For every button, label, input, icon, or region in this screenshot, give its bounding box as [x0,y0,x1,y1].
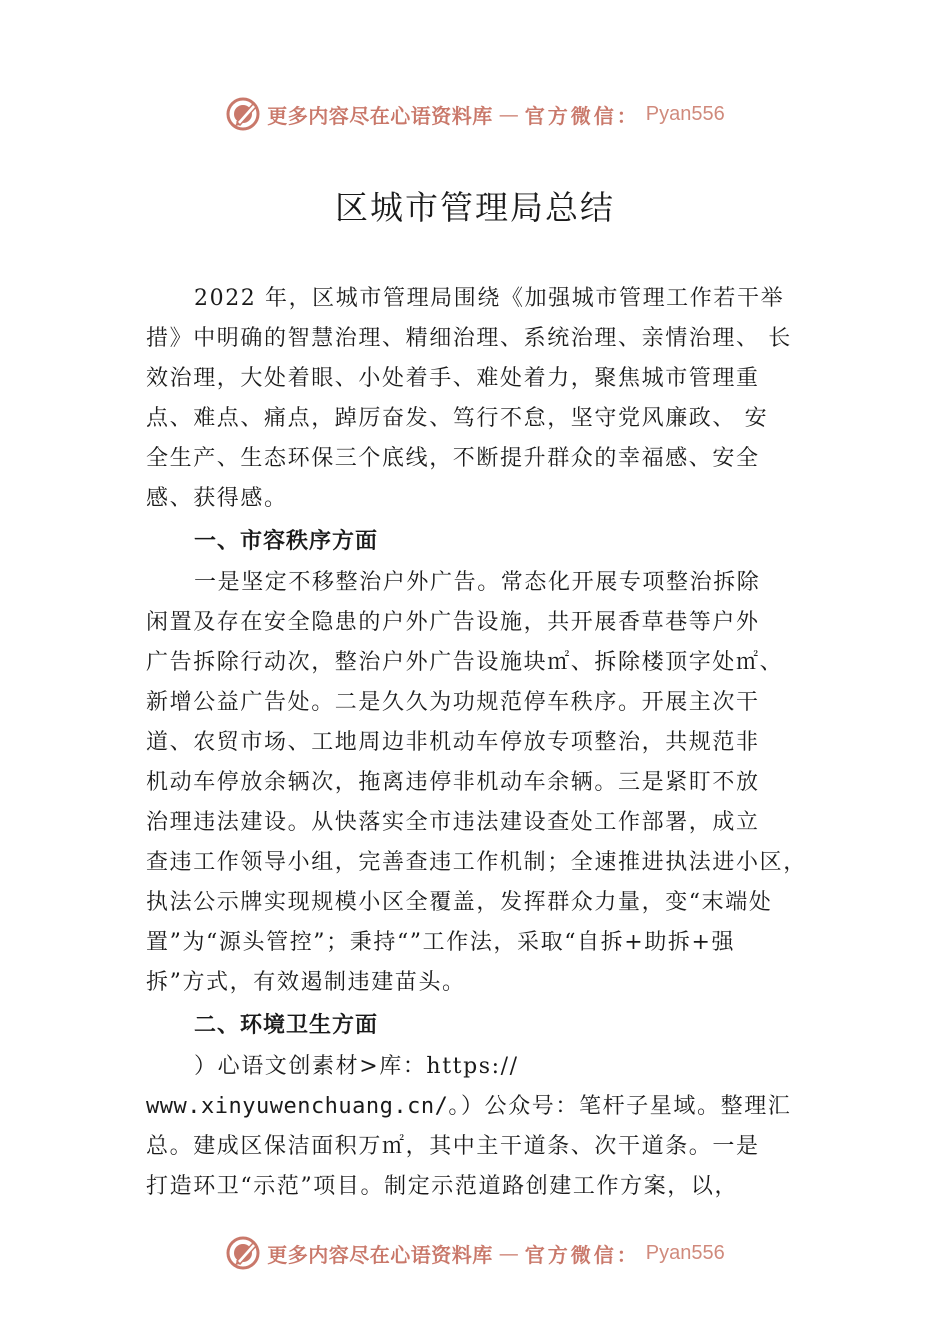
text-line: 打造环卫“示范”项目。制定示范道路创建工作方案，以， [146,1174,739,1199]
document-title: 区城市管理局总结 [335,188,615,227]
text-line: 执法公示牌实现规模小区全覆盖，发挥群众力量，变“末端处 [146,890,773,915]
watermark-separator: — [498,102,519,126]
text-line: 查违工作领导小组，完善查违工作机制；全速推进执法进小区， [146,850,807,875]
text-fragment: 。）公众号：笔杆子星域。整理汇 [448,1094,792,1119]
text-line: 道、农贸市场、工地周边非机动车停放专项整治，共规范非 [146,730,760,755]
text-line: 广告拆除行动次，整治户外广告设施块㎡、拆除楼顶字处㎡、 [146,650,784,675]
text-line: 总。建成区保洁面积万㎡，其中主干道条、次干道条。一是 [146,1134,760,1159]
text-line: 一是坚定不移整治户外广告。常态化开展专项整治拆除 [194,570,761,595]
text-line: 新增公益广告处。二是久久为功规范停车秩序。开展主次干 [146,690,760,715]
city-order-paragraph [146,563,836,1003]
watermark-wechat-label: 官方微信： [524,103,640,128]
document-body [146,279,836,1207]
website-link[interactable]: www.xinyuwenchuang.cn/ [146,1094,449,1119]
intro-paragraph [146,279,836,519]
pen-logo-icon [225,1235,261,1271]
text-line: 机动车停放余辆次，拖离违停非机动车余辆。三是紧盯不放 [146,770,760,795]
section-heading-city-order: 一、市容秩序方面 [194,529,379,554]
text-line: 治理违法建设。从快落实全市违法建设查处工作部署，成立 [146,810,760,835]
text-line: 效治理，大处着眼、小处着手、难处着力，聚焦城市管理重 [146,366,760,391]
section-heading-sanitation: 二、环境卫生方面 [194,1013,379,1038]
text-line: 措》中明确的智慧治理、精细治理、系统治理、亲情治理、 长 [146,326,792,351]
watermark-library-text: 更多内容尽在心语资料库 [267,1242,493,1267]
pen-logo-icon [225,96,261,132]
watermark-wechat-label: 官方微信： [524,1242,640,1267]
watermark-separator: — [498,1241,519,1265]
text-line: 2022 年，区城市管理局围绕《加强城市管理工作若干举 [194,286,785,311]
watermark-library-text: 更多内容尽在心语资料库 [267,103,493,128]
watermark-wechat-handle: Pyan556 [645,102,725,125]
text-line: 闲置及存在安全隐患的户外广告设施，共开展香草巷等户外 [146,610,760,635]
text-line: 点、难点、痛点，踔厉奋发、笃行不怠，坚守党风廉政、 安 [146,406,769,431]
text-line: 置”为“源头管控”；秉持“”工作法，采取“自拆+助拆+强 [146,930,736,955]
text-line: 拆”方式，有效遏制违建苗头。 [146,970,466,995]
text-line: 全生产、生态环保三个底线，不断提升群众的幸福感、安全 [146,446,760,471]
footer-watermark [0,1233,950,1273]
text-line: 感、获得感。 [146,486,288,511]
sanitation-paragraph [146,1047,836,1207]
watermark-wechat-handle: Pyan556 [645,1241,725,1264]
text-line: ）心语文创素材>库：https:// [194,1054,519,1079]
text-line [146,1087,836,1127]
header-watermark [0,94,950,134]
